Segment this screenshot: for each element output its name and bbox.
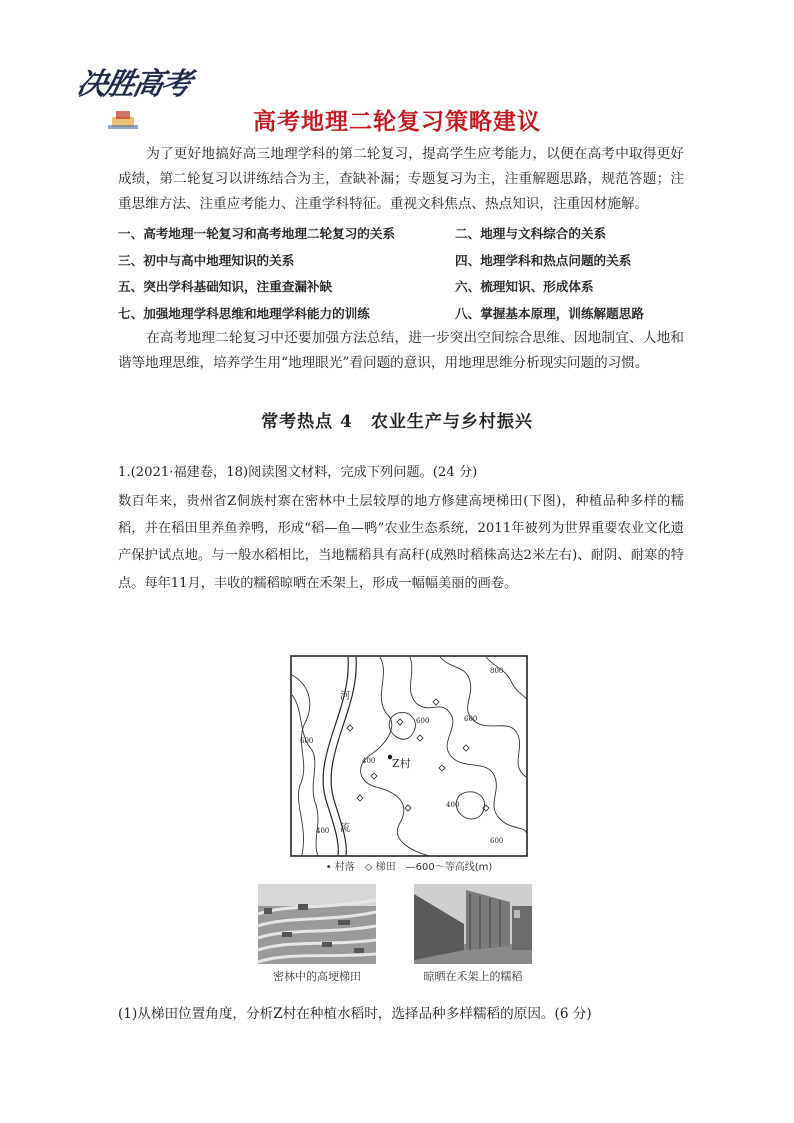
map-legend: • 村落 ◇ 梯田 —600～等高线(m): [325, 862, 493, 873]
list-item: 五、突出学科基础知识，注重查漏补缺 六、梳理知识、形成体系: [118, 279, 594, 294]
svg-text:400: 400: [446, 801, 460, 809]
strategy-list: [118, 221, 698, 327]
rice-rack-photo: [414, 884, 532, 964]
list-item: 一、高考地理一轮复习和高考地理二轮复习的关系 二、地理与文科综合的关系: [118, 226, 607, 241]
sub-question: (1)从梯田位置角度，分析Z村在种植水稻时，选择品种多样糯稻的原因。(6 分): [118, 1006, 592, 1022]
list-item: 三、初中与高中地理知识的关系 四、地理学科和热点问题的关系: [118, 252, 632, 268]
question-header: 1.(2021·福建卷，18)阅读图文材料，完成下列问题。(24 分): [118, 465, 478, 480]
river-label-2: 流: [340, 823, 350, 834]
river-label-1: 河: [340, 691, 350, 702]
svg-text:400: 400: [316, 827, 330, 835]
closing-paragraph: 在高考地理二轮复习中还要加强方法总结，进一步突出空间综合思维、因地制宜、人地和谐等地理思维，培养学生用“地理眼光”看问题的意识，用地理思维分析现实问题的习惯。: [118, 330, 684, 371]
svg-text:800: 800: [490, 667, 504, 675]
terrace-photo: [258, 884, 376, 964]
village-label: Z村: [392, 757, 411, 770]
photo-caption-2: 晾晒在禾架上的糯稻: [423, 970, 523, 983]
logo-text: 决胜高考: [73, 67, 193, 102]
svg-text:600: 600: [464, 715, 478, 723]
svg-text:600: 600: [416, 717, 430, 725]
svg-text:600: 600: [300, 737, 314, 745]
section-title: 常考热点 4 农业生产与乡村振兴: [261, 412, 533, 432]
contour-map: [290, 655, 528, 857]
intro-paragraph: 为了更好地搞好高三地理学科的第二轮复习，提高学生应考能力，以便在高考中取得更好成绩，第二轮复习以讲练结合为主，查缺补漏；专题复习为主，注重解题思路，规范答题；注重思维方法、注重应考能力、注重学科特征。重视文科焦点、热点知识，注重因材施解。: [118, 146, 684, 212]
list-item: 七、加强地理学科思维和地理学科能力的训练 八、掌握基本原理，训练解题思路: [118, 305, 644, 321]
svg-text:600: 600: [490, 837, 504, 845]
document-title: 高考地理二轮复习策略建议: [253, 109, 541, 135]
svg-text:400: 400: [362, 757, 376, 765]
question-passage: 数百年来，贵州省Z侗族村寨在密林中土层较厚的地方修建高埂梯田(下图)，种植品种多样的糯稻，并在稻田里养鱼养鸭，形成“稻—鱼—鸭”农业生态系统，2011年被列为世界重要农业文化遗产保护试点地。与一般水稻相比，当地糯稻具有高秆(成熟时稻株高达2米左右)、耐阴、耐寒的特点。每年11月，丰收的糯稻晾晒在禾架上，形成一幅幅美丽的画卷。: [118, 494, 684, 591]
photo-caption-1: 密林中的高埂梯田: [273, 970, 361, 983]
